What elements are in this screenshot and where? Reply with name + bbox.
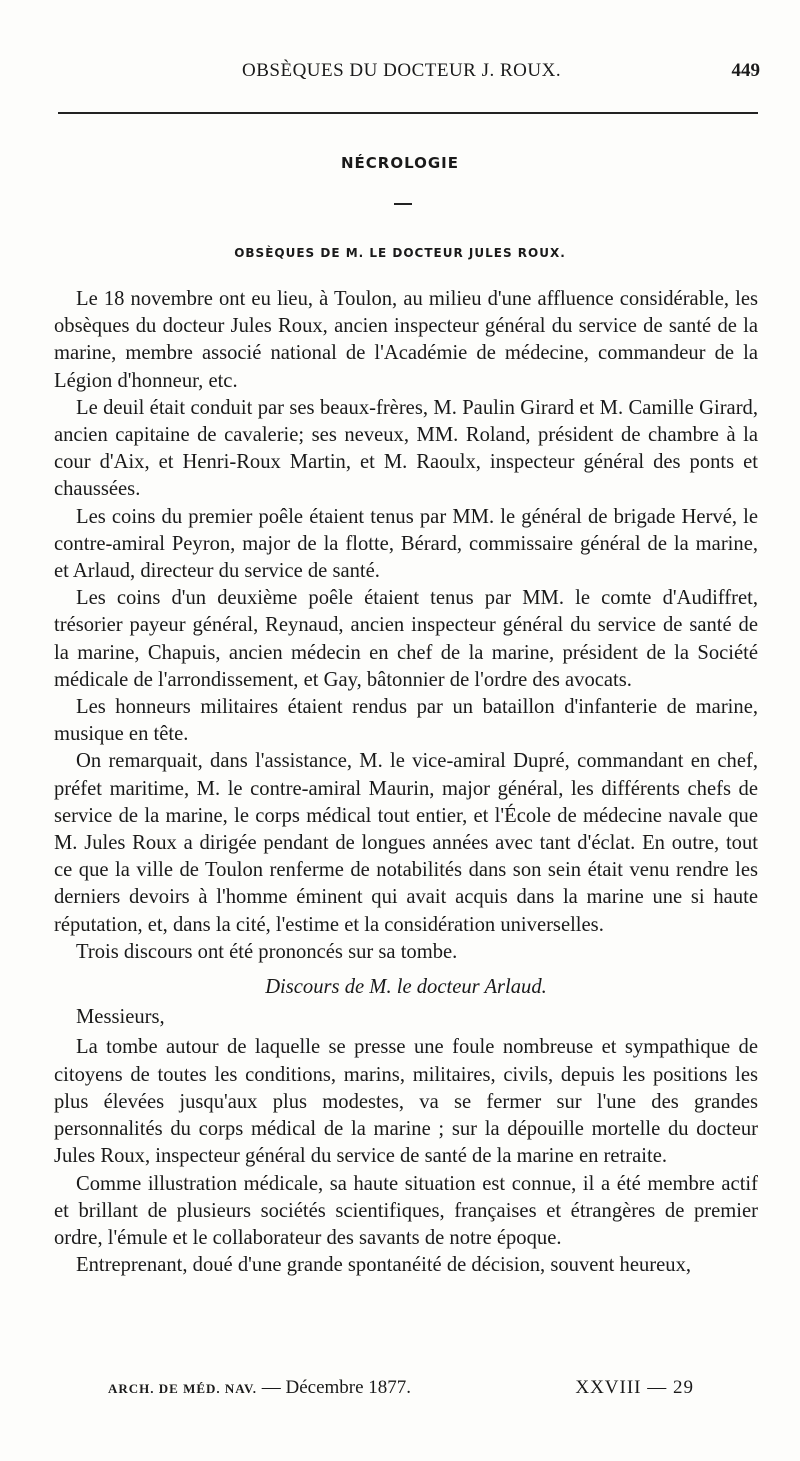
paragraph: Les honneurs militaires étaient rendus par un bataillon d'infanterie de marine, musique en tête. (54, 696, 758, 746)
running-title: OBSÈQUES DU DOCTEUR J. ROUX. (242, 60, 562, 81)
page-footer (108, 1377, 708, 1405)
speech-paragraph: Entreprenant, doué d'une grande spontanéité de décision, souvent heureux, (76, 1254, 692, 1277)
speech-paragraph: La tombe autour de laquelle se presse une foule nombreuse et sympathique de citoyens de toutes les conditions, marins, militaires, civils, depuis les positions les plus élevées jusqu'aux plus modestes, va se fermer sur l'une des grandes personnalités du corps médical de la marine ; sur la dépouille mortelle du docteur Jules Roux, inspecteur général du service de santé de la marine en retraite. (54, 1036, 758, 1168)
paragraph: Le 18 novembre ont eu lieu, à Toulon, au milieu d'une affluence considérable, les obsèques du docteur Jules Roux, ancien inspecteur général du service de santé de la marine, membre associé national de l'Académie de médecine, commandeur de la Légion d'honneur, etc. (54, 288, 758, 392)
page-number: 449 (731, 60, 760, 81)
header-rule (58, 112, 758, 114)
footer-journal-line (108, 1377, 411, 1399)
article-title: OBSÈQUES DE M. LE DOCTEUR JULES ROUX. (234, 246, 566, 260)
speech-title: Discours de M. le docteur Arlaud. (265, 976, 547, 999)
issue-date: — Décembre 1877. (261, 1377, 412, 1398)
paragraph: Les coins du premier poêle étaient tenus par MM. le général de brigade Hervé, le contre-amiral Peyron, major de la flotte, Bérard, commissaire général de la marine, et Arlaud, directeur du service de santé. (54, 505, 758, 583)
journal-abbreviation: ARCH. DE MÉD. NAV. (108, 1381, 257, 1396)
section-title: NÉCROLOGIE (340, 154, 460, 172)
signature-mark: XXVIII — 29 (575, 1377, 694, 1398)
paragraph: Le deuil était conduit par ses beaux-frères, M. Paulin Girard et M. Camille Girard, ancien capitaine de cavalerie; ses neveux, MM. Roland, président de chambre à la cour d'Aix, et Henri-Roux Martin, et M. Raoulx, inspecteur général des ponts et chaussées. (54, 396, 758, 501)
separator-dash (394, 203, 412, 205)
salutation: Messieurs, (76, 1006, 165, 1029)
speech-paragraph: Comme illustration médicale, sa haute situation est connue, il a été membre actif et brillant de plusieurs sociétés scientifiques, françaises et étrangères de premier ordre, l'émule et le collaborateur des savants de notre époque. (54, 1172, 758, 1249)
paragraph: On remarquait, dans l'assistance, M. le vice-amiral Dupré, commandant en chef, préfet maritime, M. le contre-amiral Maurin, major général, les différents chefs de service de la marine, le corps médical tout entier, et l'École de médecine navale que M. Jules Roux a dirigée pendant de longues années avec tant d'éclat. En outre, tout ce que la ville de Toulon renferme de notabilités dans son sein était venu rendre les derniers devoirs à l'homme éminent qui avait acquis dans la marine une si haute réputation, et, dans la cité, l'estime et la considération universelles. (54, 750, 758, 936)
running-header (60, 56, 760, 92)
article-body (54, 286, 758, 1279)
paragraph: Les coins d'un deuxième poêle étaient tenus par MM. le comte d'Audiffret, trésorier payeur général, Reynaud, ancien inspecteur général du service de santé de la marine, Chapuis, ancien médecin en chef de la marine, président de la Société médicale de l'arrondissement, et Gay, bâtonnier de l'ordre des avocats. (54, 587, 758, 691)
paragraph: Trois discours ont été prononcés sur sa tombe. (76, 940, 458, 963)
